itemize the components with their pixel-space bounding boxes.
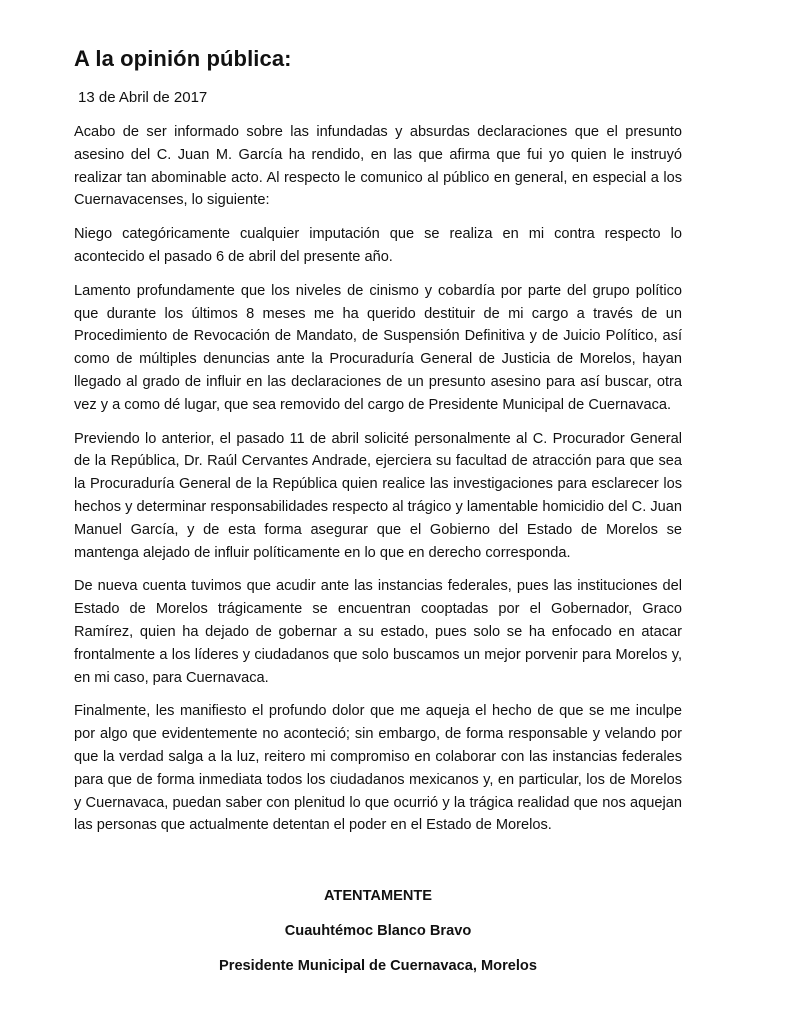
paragraph-lament: Lamento profundamente que los niveles de cinismo y cobardía por parte del grupo político que durante los últimos 8 meses me ha querido destituir de mi cargo a través de un Procedimiento de Revocación de Mandato, de Suspensión Definitiva y de Juicio Político, así como de múltiples denuncias ante la Procuraduría General de Justicia de Morelos, hayan llegado al grado de influir en las declaraciones de un presunto asesino para así buscar, otra vez y a como dé lugar, que sea removido del cargo de Presidente Municipal de Cuernavaca.	[74, 282, 682, 413]
paragraph-federal: De nueva cuenta tuvimos que acudir ante las instancias federales, pues las instituciones del Estado de Morelos trágicamente se encuentran cooptadas por el Gobernador, Graco Ramírez, quien ha dejado de gobernar a su estado, pues solo se ha enfocado en atacar frontalmente a los líderes y ciudadanos que solo buscamos un mejor porvenir para Morelos y, en mi caso, para Cuernavaca.	[74, 578, 682, 686]
paragraph-denial: Niego categóricamente cualquier imputación que se realiza en mi contra respecto lo acontecido el pasado 6 de abril del presente año.	[74, 226, 682, 265]
paragraph-intro: Acabo de ser informado sobre las infundadas y absurdas declaraciones que el presunto asesino del C. Juan M. García ha rendido, en las que afirma que fui yo quien le instruyó realizar tan abominable acto. Al respecto le comunico al público en general, en especial a los Cuernavacenses, lo siguiente:	[74, 124, 682, 209]
paragraph-request: Previendo lo anterior, el pasado 11 de abril solicité personalmente al C. Procurador General de la República, Dr. Raúl Cervantes Andrade, ejerciera su facultad de atracción para que sea la Procuraduría General de la República quien realice las investigaciones para esclarecer los hechos y determinar responsabilidades respecto al trágico y lamentable homicidio del C. Juan Manuel García, y de esta forma asegurar que el Gobierno del Estado de Morelos se mantenga alejado de influir políticamente en lo que en derecho corresponda.	[74, 430, 682, 561]
document-title: A la opinión pública:	[74, 46, 292, 71]
signature-role: Presidente Municipal de Cuernavaca, Morelos	[219, 958, 537, 974]
paragraph-closing: Finalmente, les manifiesto el profundo dolor que me aqueja el hecho de que se me inculpe por algo que evidentemente no aconteció; sin embargo, de forma responsable y velando por que la verdad salga a la luz, reitero mi compromiso en colaborar con las instancias federales para que de forma inmediata todos los ciudadanos mexicanos y, en particular, los de Morelos y Cuernavaca, puedan saber con plenitud lo que ocurrió y la trágica realidad que nos aquejan las personas que actualmente detentan el poder en el Estado de Morelos.	[74, 703, 682, 834]
signature-closing: ATENTAMENTE	[323, 888, 433, 904]
document-body	[74, 121, 682, 848]
document-date: 13 de Abril de 2017	[78, 89, 208, 106]
signature-name: Cuauhtémoc Blanco Bravo	[284, 923, 472, 939]
